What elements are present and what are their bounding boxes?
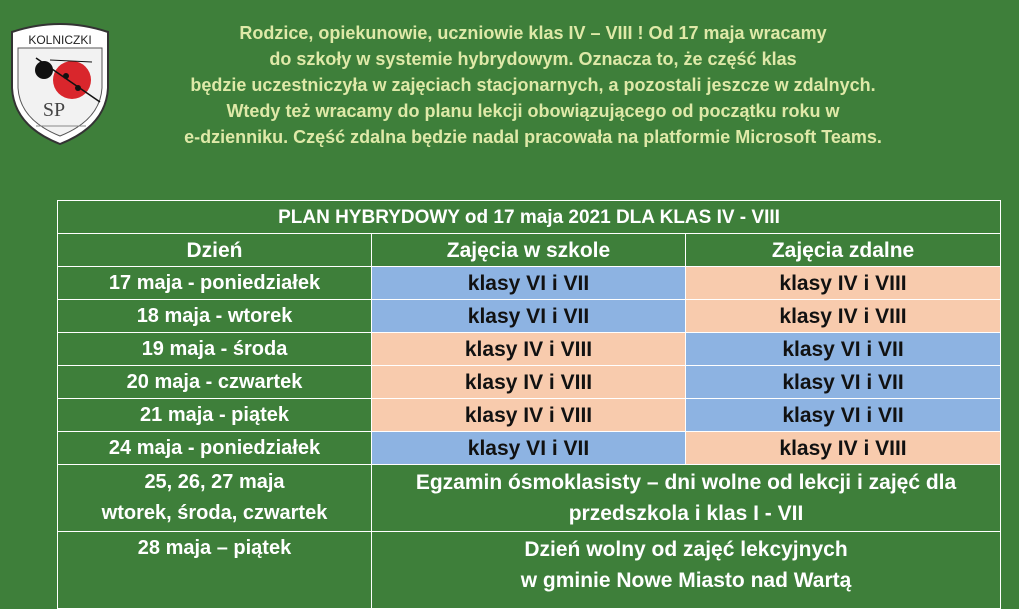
row-school: klasy IV i VIII <box>372 399 686 432</box>
table-row <box>58 300 1001 333</box>
holiday-info-line: w gminie Nowe Miasto nad Wartą <box>520 569 852 592</box>
exam-info-line: przedszkola i klas I - VII <box>568 502 804 525</box>
row-day: 21 maja - piątek <box>58 399 372 432</box>
holiday-day-cell <box>58 532 372 609</box>
row-day: 24 maja - poniedziałek <box>58 432 372 465</box>
row-school: klasy VI i VII <box>372 300 686 333</box>
announcement-line: e-dzienniku. Część zdalna będzie nadal pracowała na platformie Microsoft Teams. <box>184 127 882 147</box>
exam-info-cell <box>372 465 1001 532</box>
table-row <box>58 432 1001 465</box>
row-day: 17 maja - poniedziałek <box>58 267 372 300</box>
row-remote: klasy VI i VII <box>686 333 1001 366</box>
table-header-row <box>58 234 1001 267</box>
exam-row <box>58 465 1001 532</box>
table-title-row <box>58 201 1001 234</box>
row-remote: klasy IV i VIII <box>686 432 1001 465</box>
holiday-info-line: Dzień wolny od zajęć lekcyjnych <box>524 538 848 561</box>
school-crest-logo <box>6 18 114 146</box>
row-day: 19 maja - środa <box>58 333 372 366</box>
header-remote: Zajęcia zdalne <box>686 234 1001 267</box>
table-row <box>58 333 1001 366</box>
holiday-info-cell <box>372 532 1001 609</box>
table-row <box>58 267 1001 300</box>
row-day: 18 maja - wtorek <box>58 300 372 333</box>
table-title: PLAN HYBRYDOWY od 17 maja 2021 DLA KLAS IV - VIII <box>58 201 1001 234</box>
row-day: 20 maja - czwartek <box>58 366 372 399</box>
row-school: klasy VI i VII <box>372 432 686 465</box>
holiday-row <box>58 532 1001 609</box>
table-row <box>58 366 1001 399</box>
announcement-line: będzie uczestniczyła w zajęciach stacjonarnych, a pozostali jeszcze w zdalnych. <box>190 75 876 95</box>
row-school: klasy IV i VIII <box>372 366 686 399</box>
exam-day-cell <box>58 465 372 532</box>
crest-letters: SP <box>42 99 66 121</box>
announcement-line: Wtedy też wracamy do planu lekcji obowiązującego od początku roku w <box>226 101 840 121</box>
row-remote: klasy IV i VIII <box>686 267 1001 300</box>
crest-title-text: KOLNICZKI <box>28 33 92 47</box>
row-school: klasy IV i VIII <box>372 333 686 366</box>
header-school: Zajęcia w szkole <box>372 234 686 267</box>
row-school: klasy VI i VII <box>372 267 686 300</box>
exam-info-line: Egzamin ósmoklasisty – dni wolne od lekcji i zajęć dla <box>415 471 957 494</box>
row-remote: klasy VI i VII <box>686 366 1001 399</box>
header-day: Dzień <box>58 234 372 267</box>
row-remote: klasy VI i VII <box>686 399 1001 432</box>
holiday-day: 28 maja – piątek <box>137 537 292 559</box>
exam-day-line: 25, 26, 27 maja <box>144 471 285 493</box>
announcement-line: do szkoły w systemie hybrydowym. Oznacza to, że część klas <box>269 49 797 69</box>
announcement-line: Rodzice, opiekunowie, uczniowie klas IV – VIII ! Od 17 maja wracamy <box>239 23 827 43</box>
table-row <box>58 399 1001 432</box>
announcement-text <box>120 20 946 150</box>
row-remote: klasy IV i VIII <box>686 300 1001 333</box>
exam-day-line: wtorek, środa, czwartek <box>101 502 328 524</box>
hybrid-plan-table <box>57 200 1001 609</box>
